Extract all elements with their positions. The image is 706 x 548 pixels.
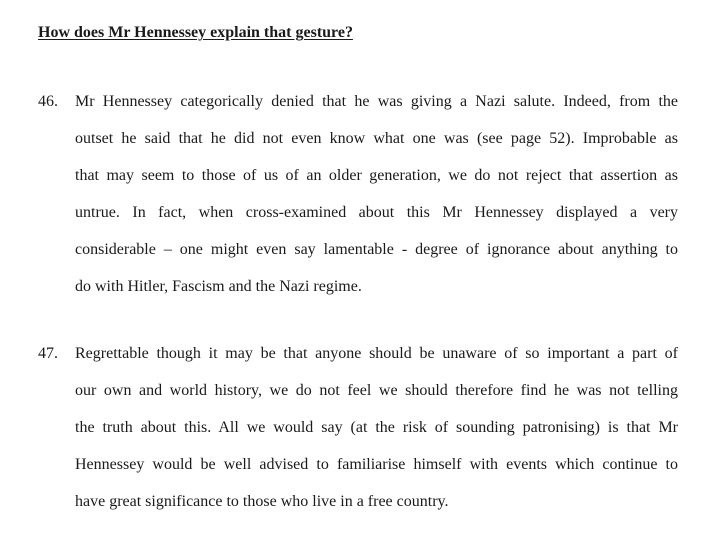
- paragraph-line: that may seem to those of us of an older generation, we do not reject that assertion as: [75, 167, 678, 184]
- paragraph-line: Regrettable though it may be that anyone should be unaware of so important a part of: [75, 345, 678, 362]
- paragraph-line: the truth about this. All we would say (at the risk of sounding patronising) is that Mr: [75, 419, 678, 436]
- paragraph-line: Mr Hennessey categorically denied that he was giving a Nazi salute. Indeed, from the: [75, 93, 678, 110]
- paragraph-body: [75, 91, 678, 313]
- paragraph-number: 46.: [38, 93, 58, 110]
- paragraph-line: have great significance to those who live in a free country.: [75, 493, 449, 510]
- paragraph-line: outset he said that he did not even know what one was (see page 52). Improbable as: [75, 130, 678, 147]
- paragraph-line: Hennessey would be well advised to familiarise himself with events which continue to: [75, 456, 678, 473]
- paragraph-line: considerable – one might even say lamentable - degree of ignorance about anything to: [75, 241, 678, 258]
- section-heading: How does Mr Hennessey explain that gesture?: [38, 24, 353, 41]
- paragraph-number: 47.: [38, 345, 58, 362]
- paragraph-line: untrue. In fact, when cross-examined about this Mr Hennessey displayed a very: [75, 204, 678, 221]
- paragraph-line: our own and world history, we do not feel we should therefore find he was not telling: [75, 382, 678, 399]
- paragraph-line: do with Hitler, Fascism and the Nazi regime.: [75, 278, 362, 295]
- paragraph-body: [75, 343, 678, 528]
